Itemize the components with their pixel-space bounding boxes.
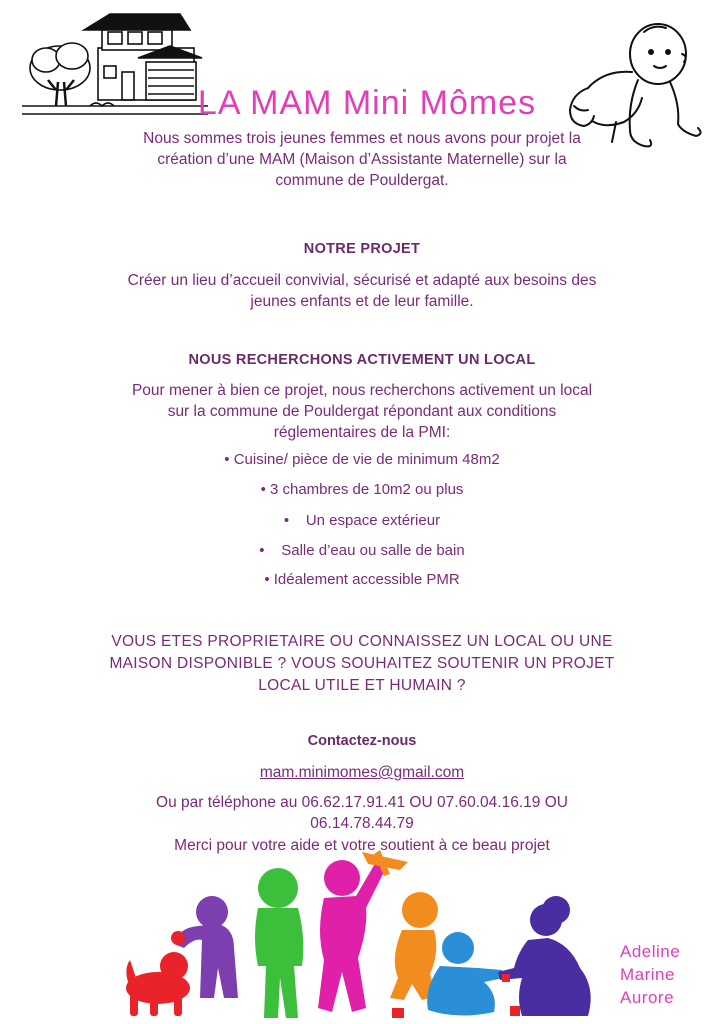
children-silhouettes	[118, 848, 618, 1024]
intro-line: commune de Pouldergat.	[275, 172, 449, 189]
signature-name: Aurore	[620, 988, 675, 1007]
page-title: LA MAM Mini Mômes	[197, 84, 537, 122]
requirement-item: • Idéalement accessible PMR	[264, 571, 460, 588]
project-line: jeunes enfants et de leur famille.	[250, 293, 474, 310]
callout-text	[0, 631, 724, 697]
child-silhouette	[498, 896, 591, 1016]
child-silhouette	[318, 860, 386, 1012]
requirement-item: • Salle d’eau ou salle de bain	[259, 542, 465, 559]
search-text	[0, 380, 724, 443]
callout-line: LOCAL UTILE ET HUMAIN ?	[258, 677, 466, 694]
project-heading: NOTRE PROJET	[303, 241, 421, 257]
search-line: Pour mener à bien ce projet, nous recherchons activement un local	[131, 382, 593, 399]
callout-line: MAISON DISPONIBLE ? VOUS SOUHAITEZ SOUTENIR UN PROJET	[109, 655, 615, 672]
project-line: Créer un lieu d’accueil convivial, sécurisé et adapté aux besoins des	[127, 272, 597, 289]
dog-silhouette	[126, 952, 190, 1016]
intro-line: Nous sommes trois jeunes femmes et nous avons pour projet la	[143, 130, 581, 147]
phone-line: 06.14.78.44.79	[310, 815, 414, 832]
email-row	[0, 762, 724, 783]
requirement-item: • Un espace extérieur	[283, 512, 441, 529]
signature-name: Adeline	[620, 942, 681, 961]
thanks-text: Merci pour votre aide et votre soutient à ce beau projet	[174, 837, 550, 854]
child-silhouette	[427, 932, 504, 1016]
phone-text	[0, 792, 724, 834]
requirement-item: • 3 chambres de 10m2 ou plus	[260, 481, 464, 498]
search-heading: NOUS RECHERCHONS ACTIVEMENT UN LOCAL	[188, 352, 536, 368]
signature-names	[620, 940, 680, 1009]
search-line: sur la commune de Pouldergat répondant aux conditions	[167, 403, 557, 420]
phone-line: Ou par téléphone au 06.62.17.91.41 OU 07.60.04.16.19 OU	[156, 794, 568, 811]
child-silhouette	[255, 868, 303, 1018]
intro-line: création d’une MAM (Maison d’Assistante Maternelle) sur la	[157, 151, 567, 168]
intro-text	[0, 128, 724, 191]
signature-name: Marine	[620, 965, 675, 984]
callout-line: VOUS ETES PROPRIETAIRE OU CONNAISSEZ UN LOCAL OU UNE	[111, 633, 613, 650]
search-line: réglementaires de la PMI:	[273, 424, 451, 441]
project-text	[0, 270, 724, 312]
email-link[interactable]: mam.minimomes@gmail.com	[259, 764, 465, 781]
requirement-item: • Cuisine/ pièce de vie de minimum 48m2	[224, 451, 500, 468]
contact-heading: Contactez-nous	[307, 733, 417, 749]
toy-plane-icon	[362, 850, 408, 876]
